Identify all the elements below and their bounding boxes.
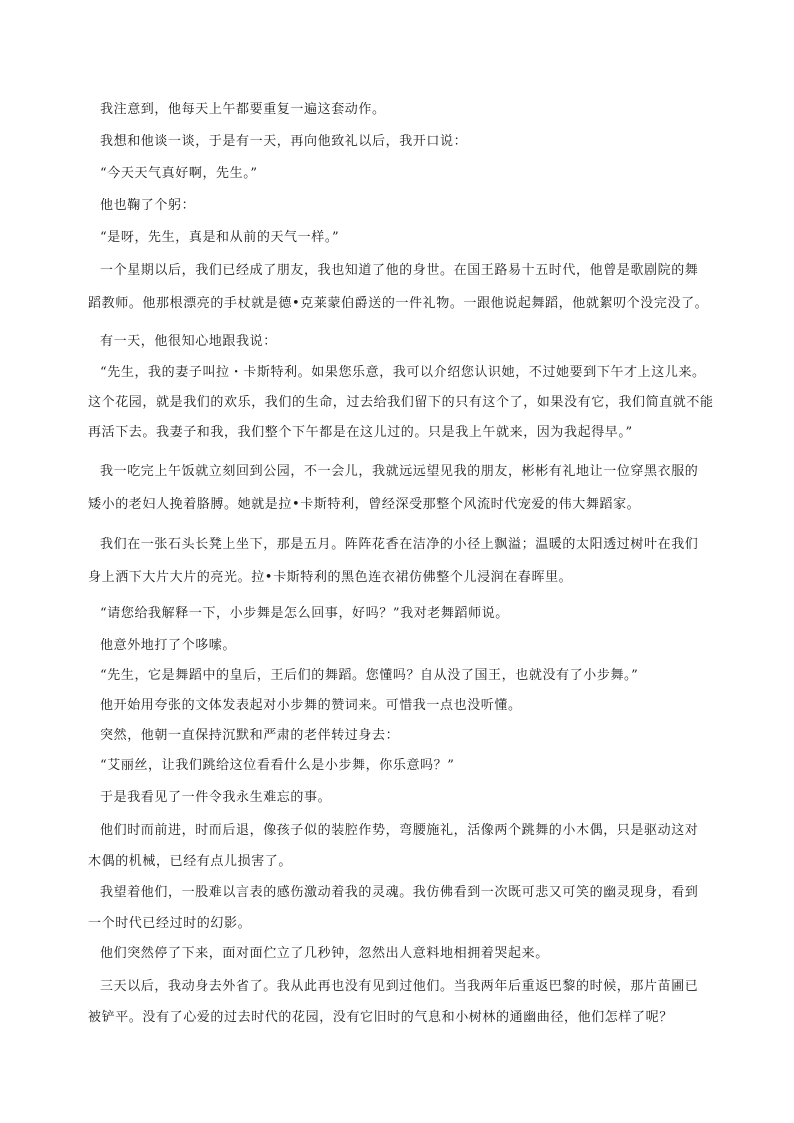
paragraph-line: 他开始用夸张的文体发表起对小步舞的赞词来。可惜我一点也没听懂。 xyxy=(100,698,522,713)
paragraph-line: 他们时而前进，时而后退，像孩子似的装腔作势，弯腰施礼，活像两个跳舞的小木偶，只是驱动这对 xyxy=(100,823,699,838)
paragraph-17 xyxy=(100,783,708,812)
paragraph-13 xyxy=(100,661,708,690)
paragraph-8 xyxy=(88,358,720,448)
paragraph-6 xyxy=(88,254,720,320)
paragraph-line: 再活下去。我妻子和我，我们整个下午都是在这儿过的。只是我上午就来，因为我起得早。” xyxy=(88,425,633,440)
paragraph-line: 木偶的机械，已经有点儿损害了。 xyxy=(88,854,293,869)
paragraph-line: “先生，我的妻子叫拉・卡斯特利。如果您乐意，我可以介绍您认识她，不过她要到下午才上这儿来。 xyxy=(100,365,706,380)
paragraph-3 xyxy=(100,159,708,188)
paragraph-line: “艾丽丝，让我们跳给这位看看什么是小步舞，你乐意吗？” xyxy=(100,758,455,773)
paragraph-16 xyxy=(100,751,708,780)
paragraph-line: “是呀，先生，真是和从前的天气一样。” xyxy=(100,230,340,245)
paragraph-9 xyxy=(88,455,720,521)
paragraph-line: 一个星期以后，我们已经成了朋友，我也知道了他的身世。在国王路易十五时代，他曾是歌剧院的舞 xyxy=(100,263,699,278)
paragraph-line: 三天以后，我动身去外省了。我从此再也没有见到过他们。当我两年后重返巴黎的时候，那片苗圃已 xyxy=(100,979,699,994)
paragraph-line: 有一天，他很知心地跟我说： xyxy=(100,334,277,349)
paragraph-5 xyxy=(100,223,708,252)
paragraph-line: 他意外地打了个哆嗦。 xyxy=(100,638,237,653)
paragraph-line: 这个花园，就是我们的欢乐，我们的生命，过去给我们留下的只有这个了，如果没有它，我们简直就不能 xyxy=(88,395,714,410)
paragraph-2 xyxy=(100,127,708,156)
paragraph-line: 我想和他谈一谈，于是有一天，再向他致礼以后，我开口说： xyxy=(100,134,468,149)
paragraph-line: 我一吃完上午饭就立刻回到公园，不一会儿，我就远远望见我的朋友，彬彬有礼地让一位穿黑衣服的 xyxy=(100,464,699,479)
paragraph-line: “请您给我解释一下，小步舞是怎么回事，好吗？”我对老舞蹈师说。 xyxy=(100,606,509,621)
paragraph-line: “先生，它是舞蹈中的皇后，王后们的舞蹈。您懂吗？自从没了国王，也就没有了小步舞。” xyxy=(100,668,639,683)
paragraph-line: 我望着他们，一股难以言表的感伤激动着我的灵魂。我仿佛看到一次既可悲又可笑的幽灵现身，看到 xyxy=(100,885,699,900)
paragraph-1 xyxy=(100,95,708,124)
paragraph-line: 他也鞠了个躬： xyxy=(100,198,196,213)
paragraph-line: 我们在一张石头长凳上坐下，那是五月。阵阵花香在洁净的小径上飘溢；温暖的太阳透过树叶在我们 xyxy=(100,537,699,552)
paragraph-7 xyxy=(100,327,708,356)
paragraph-12 xyxy=(100,631,708,660)
paragraph-line: 他们突然停了下来，面对面伫立了几秒钟，忽然出人意料地相拥着哭起来。 xyxy=(100,946,549,961)
paragraph-line: “今天天气真好啊，先生。” xyxy=(100,166,258,181)
paragraph-line: 于是我看见了一件令我永生难忘的事。 xyxy=(100,790,332,805)
paragraph-4 xyxy=(100,191,708,220)
paragraph-19 xyxy=(88,877,720,939)
paragraph-line: 我注意到，他每天上午都要重复一遍这套动作。 xyxy=(100,102,386,117)
paragraph-line: 一个时代已经过时的幻影。 xyxy=(88,916,252,931)
paragraph-18 xyxy=(88,815,720,877)
paragraph-10 xyxy=(88,528,720,594)
paragraph-20 xyxy=(100,939,708,968)
paragraph-14 xyxy=(100,691,708,720)
paragraph-15 xyxy=(100,721,708,750)
paragraph-line: 身上洒下大片大片的亮光。拉•卡斯特利的黑色连衣裙仿佛整个儿浸润在春晖里。 xyxy=(88,570,573,585)
paragraph-21 xyxy=(88,971,720,1033)
paragraph-11 xyxy=(100,599,708,628)
paragraph-line: 矮小的老妇人挽着胳膊。她就是拉•卡斯特利，曾经深受那整个风流时代宠爱的伟大舞蹈家。 xyxy=(88,497,641,512)
paragraph-line: 蹈教师。他那根漂亮的手杖就是德•克莱蒙伯爵送的一件礼物。一跟他说起舞蹈，他就絮叨个没完没了。 xyxy=(88,296,709,311)
paragraph-line: 被铲平。没有了心爱的过去时代的花园，没有它旧时的气息和小树林的通幽曲径，他们怎样了呢？ xyxy=(88,1010,673,1025)
paragraph-line: 突然，他朝一直保持沉默和严肃的老伴转过身去： xyxy=(100,728,400,743)
